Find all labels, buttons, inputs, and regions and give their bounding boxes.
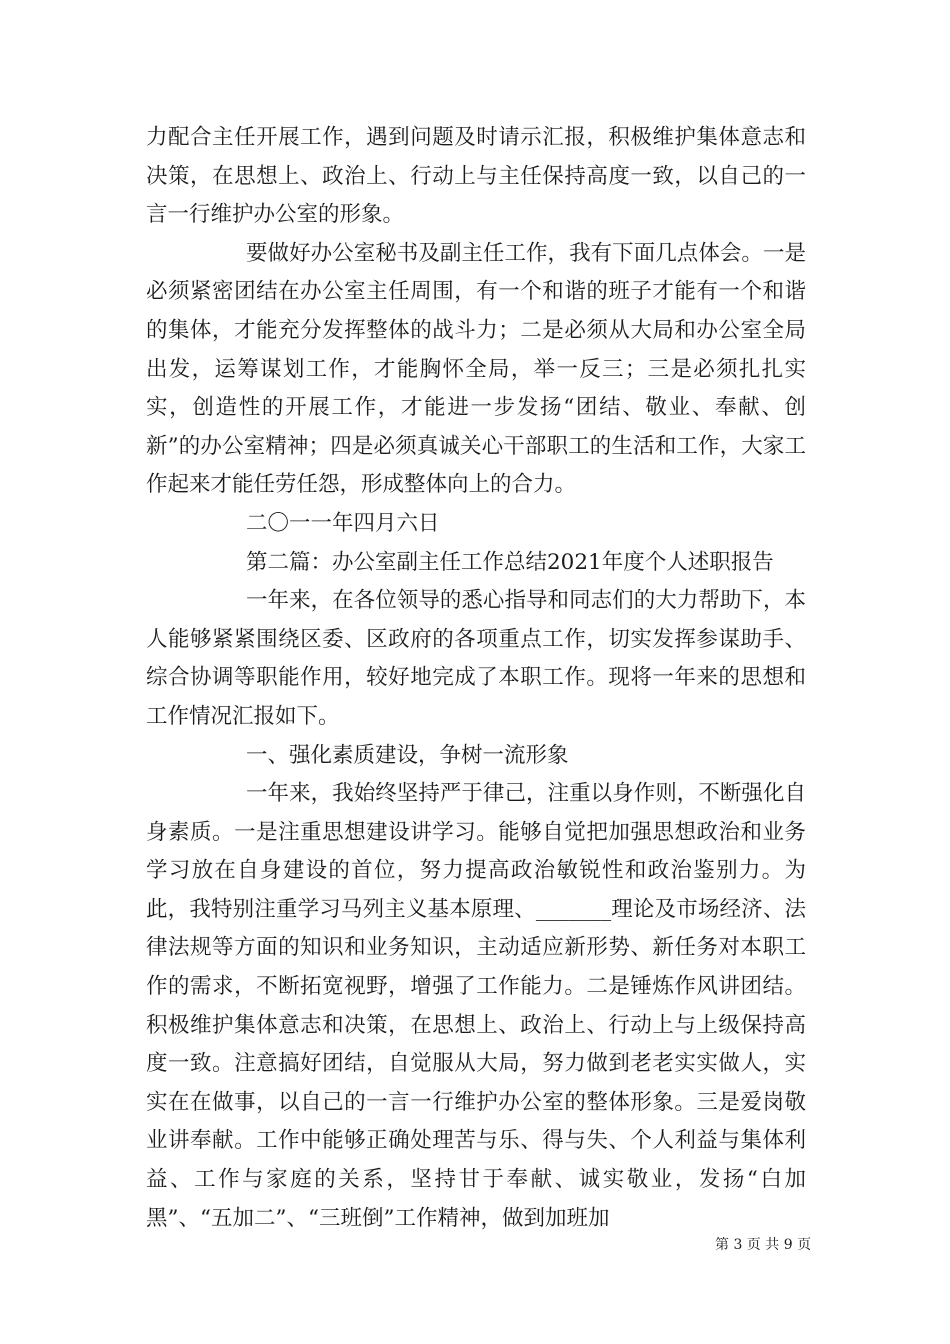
document-body xyxy=(146,119,806,1238)
paragraph-intro: 一年来，在各位领导的悉心指导和同志们的大力帮助下，本人能够紧紧围绕区委、区政府的各项重点工作，切实发挥参谋助手、综合协调等职能作用，较好地完成了本职工作。现将一年来的思想和工作情况汇报如下。 xyxy=(146,588,806,729)
date-line: 二〇一一年四月六日 xyxy=(246,510,440,536)
paragraph-quality: 一年来，我始终坚持严于律己，注重以身作则，不断强化自身素质。一是注重思想建设讲学习。能够自觉把加强思想政治和业务学习放在自身建设的首位，努力提高政治敏锐性和政治鉴别力。为此，我特别注重学习马列主义基本原理、_______理论及市场经济、法律法规等方面的知识和业务知识，主动适应新形势、新任务对本职工作的需求，不断拓宽视野，增强了工作能力。二是锤炼作风讲团结。积极维护集体意志和决策，在思想上、政治上、行动上与上级保持高度一致。注意搞好团结，自觉服从大局，努力做到老老实实做人，实实在在做事，以自己的一言一行维护办公室的整体形象。三是爱岗敬业讲奉献。工作中能够正确处理苦与乐、得与失、个人利益与集体利益、工作与家庭的关系，坚持甘于奉献、诚实敬业，发扬“白加黑”、“五加二”、“三班倒”工作精神，做到加班加 xyxy=(146,781,806,1231)
paragraph-continuation: 力配合主任开展工作，遇到问题及时请示汇报，积极维护集体意志和决策，在思想上、政治上、行动上与主任保持高度一致，以自己的一言一行维护办公室的形象。 xyxy=(146,125,806,228)
paragraph-experience: 要做好办公室秘书及副主任工作，我有下面几点体会。一是必须紧密团结在办公室主任周围，有一个和谐的班子才能有一个和谐的集体，才能充分发挥整体的战斗力；二是必须从大局和办公室全局出发，运筹谋划工作，才能胸怀全局，举一反三；三是必须扎扎实实，创造性的开展工作，才能进一步发扬“团结、敬业、奉献、创新”的办公室精神；四是必须真诚关心干部职工的生活和工作，大家工作起来才能任劳任怨，形成整体向上的合力。 xyxy=(146,240,806,498)
subsection-heading: 一、强化素质建设，争树一流形象 xyxy=(246,742,569,768)
page-number: 第 3 页 共 9 页 xyxy=(715,1237,812,1253)
section-title: 第二篇：办公室副主任工作总结2021年度个人述职报告 xyxy=(246,549,774,575)
